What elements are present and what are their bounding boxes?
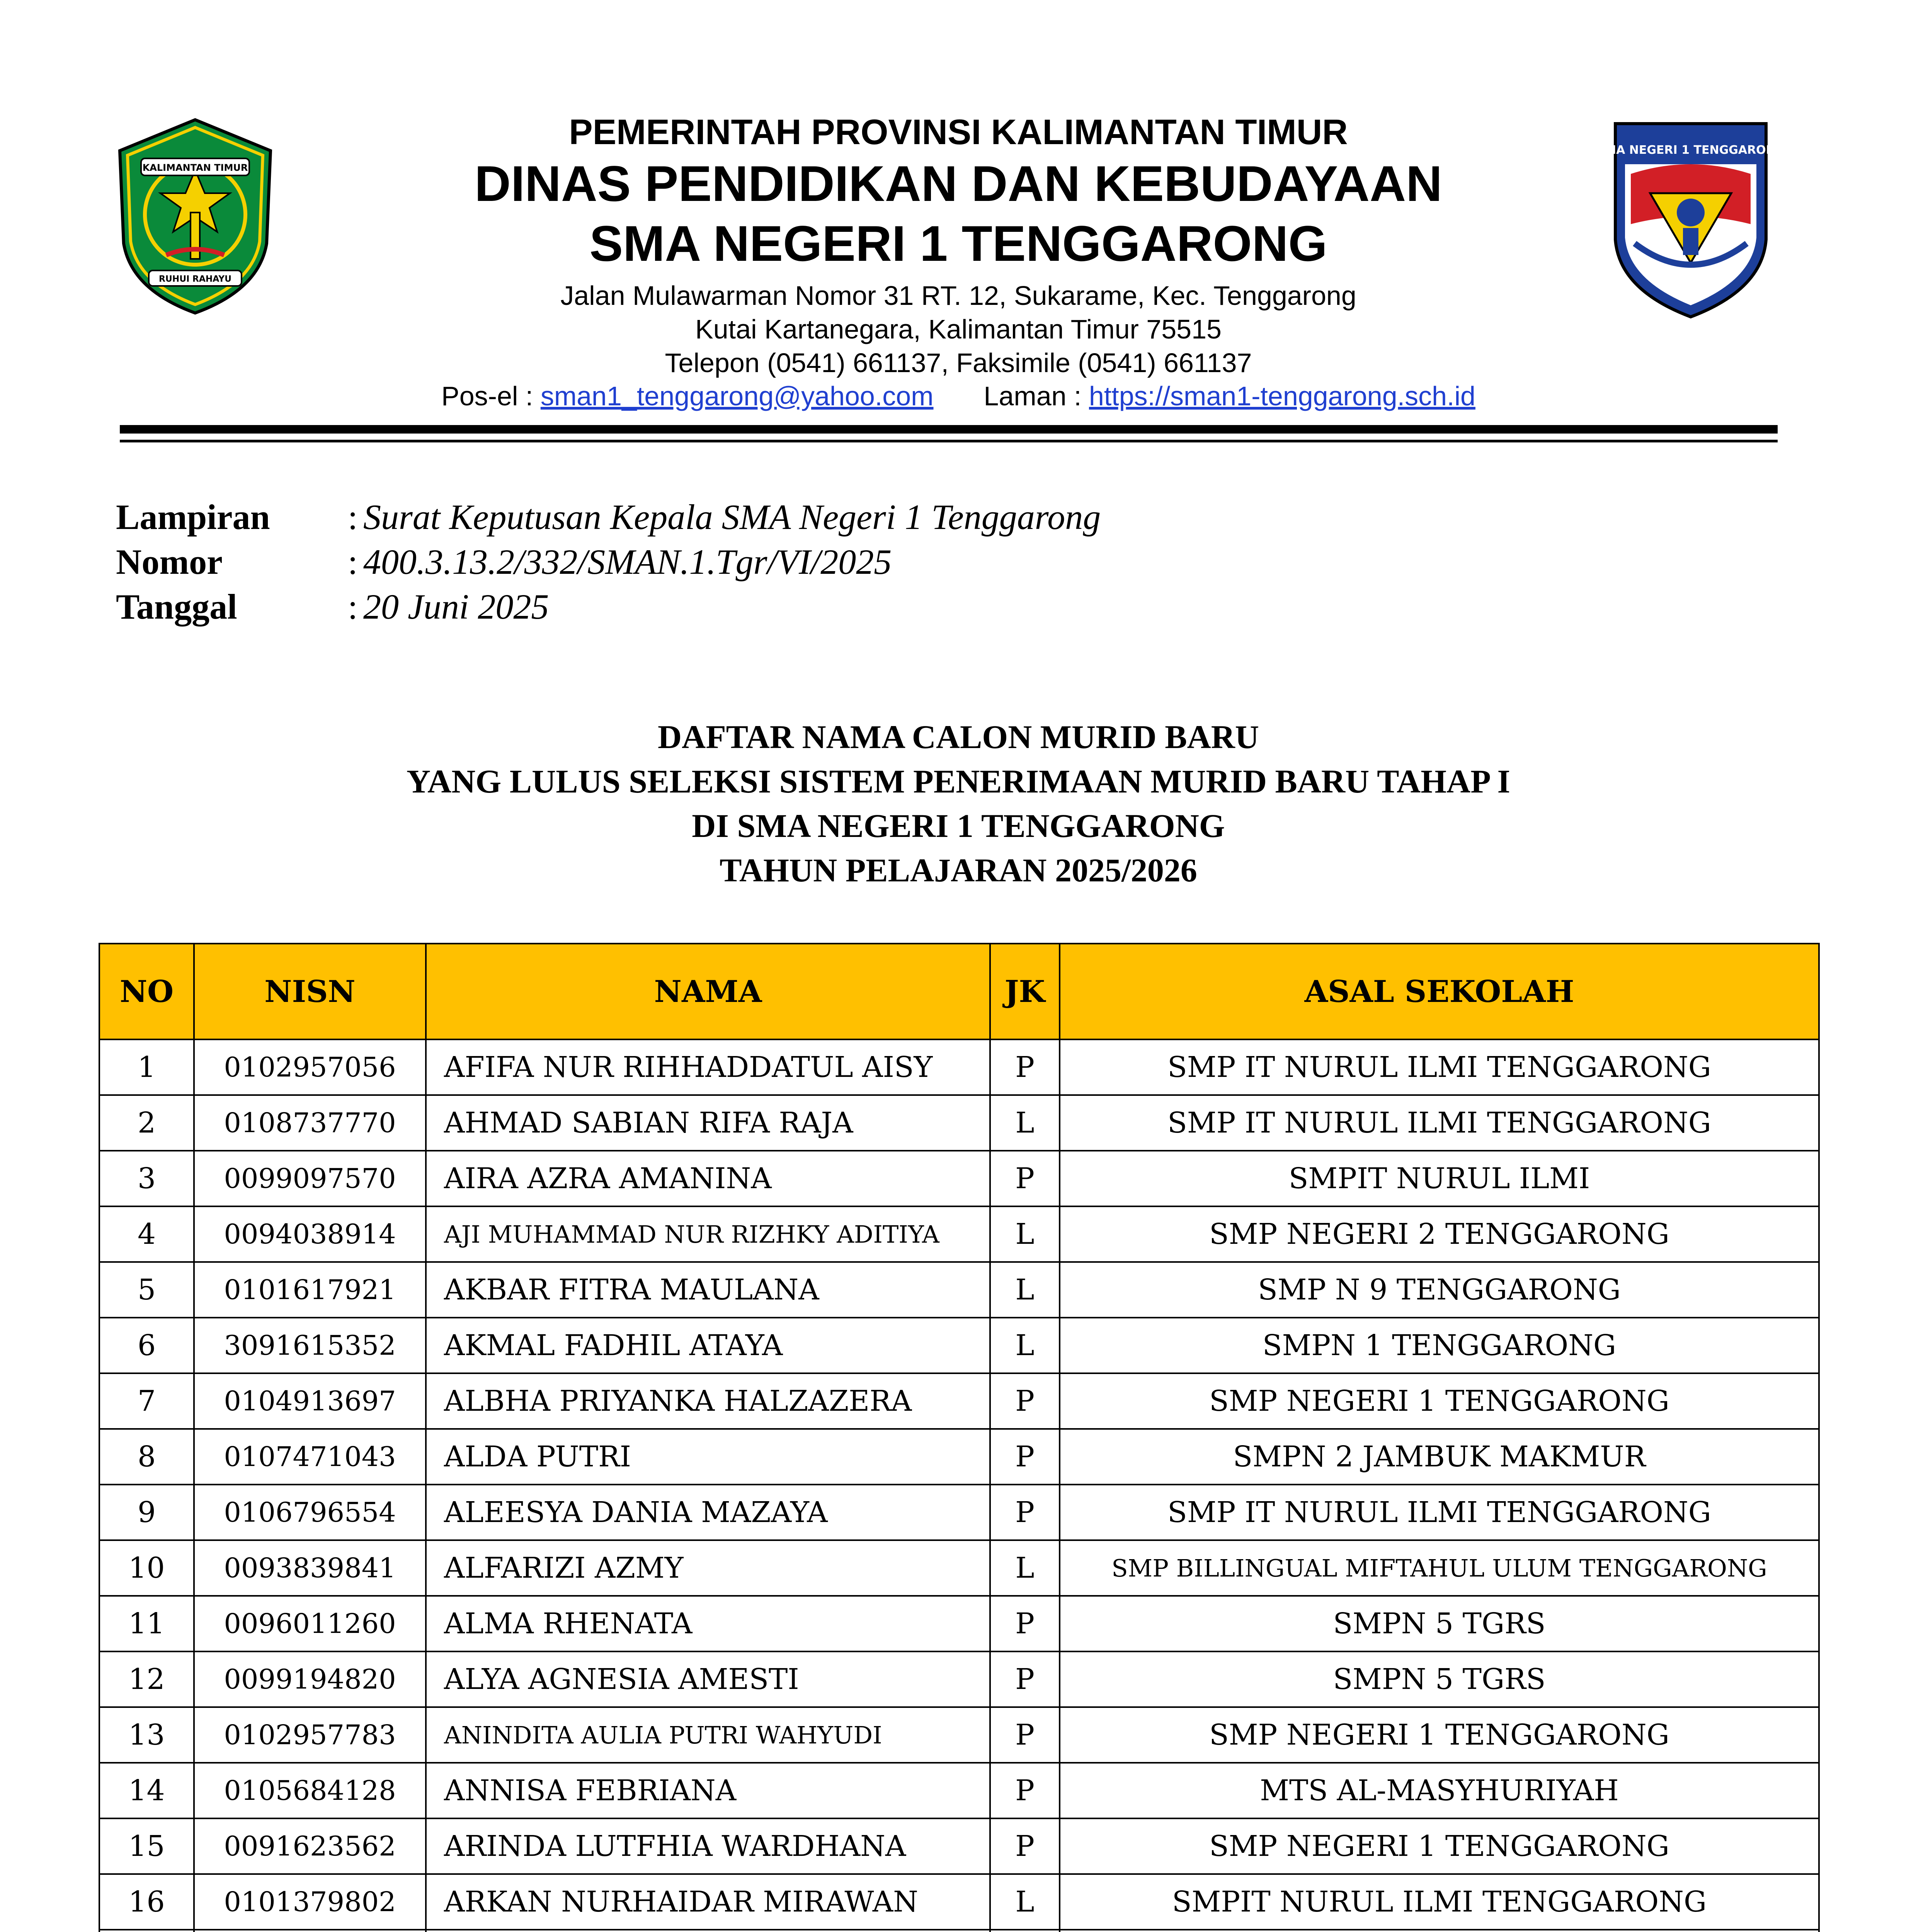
kop-school: SMA NEGERI 1 TENGGARONG	[589, 215, 1327, 272]
cell-asal-sekolah: SMPN 2 JAMBUK MAKMUR	[1060, 1429, 1819, 1485]
cell-nisn: 0101617921	[194, 1262, 426, 1318]
cell-asal-sekolah: SMP IT NURUL ILMI TENGGARONG	[1060, 1485, 1819, 1540]
cell-no: 3	[99, 1151, 194, 1206]
email-label: Pos-el :	[441, 381, 533, 411]
cell-nisn: 0102957056	[194, 1039, 426, 1095]
sma-negeri-1-tenggarong-emblem-icon	[1596, 116, 1785, 321]
letterhead-divider-thin	[120, 440, 1778, 442]
cell-nisn: 0099194820	[194, 1651, 426, 1707]
kop-address-1: Jalan Mulawarman Nomor 31 RT. 12, Sukarame, Kec. Tenggarong	[560, 281, 1356, 311]
cell-jk: P	[990, 1151, 1060, 1206]
cell-nama: AJI MUHAMMAD NUR RIZHKY ADITIYA	[426, 1206, 990, 1262]
header-asal-sekolah: ASAL SEKOLAH	[1060, 944, 1819, 1039]
title-line-2: YANG LULUS SELEKSI SISTEM PENERIMAAN MURID BARU TAHAP I	[406, 763, 1511, 800]
table-row	[99, 1596, 1819, 1651]
cell-nisn: 0099097570	[194, 1151, 426, 1206]
cell-nisn: 0106796554	[194, 1485, 426, 1540]
table-row	[99, 1318, 1819, 1373]
cell-nisn: 0102957783	[194, 1707, 426, 1763]
cell-jk: L	[990, 1874, 1060, 1930]
cell-nama: AHMAD SABIAN RIFA RAJA	[426, 1095, 990, 1151]
lampiran-row	[116, 495, 1101, 539]
cell-no: 16	[99, 1874, 194, 1930]
cell-asal-sekolah: SMPN 5 TGRS	[1060, 1596, 1819, 1651]
crest-text-bottom: RUHUI RAHAYU	[158, 274, 232, 284]
table-row	[99, 1262, 1819, 1318]
header-nama: NAMA	[426, 944, 990, 1039]
cell-nama: ALMA RHENATA	[426, 1596, 990, 1651]
cell-no: 4	[99, 1206, 194, 1262]
cell-jk: P	[990, 1485, 1060, 1540]
cell-asal-sekolah: SMP IT NURUL ILMI TENGGARONG	[1060, 1039, 1819, 1095]
table-row	[99, 1707, 1819, 1763]
attachment-info	[116, 495, 1101, 629]
kop-province: PEMERINTAH PROVINSI KALIMANTAN TIMUR	[569, 112, 1348, 152]
cell-nisn: 0105684128	[194, 1763, 426, 1818]
nomor-row	[116, 539, 1101, 584]
tanggal-colon: :	[348, 587, 358, 626]
cell-asal-sekolah: SMP NEGERI 1 TENGGARONG	[1060, 1373, 1819, 1429]
cell-jk: P	[990, 1373, 1060, 1429]
table-header-row	[99, 944, 1819, 1039]
table-row	[99, 1039, 1819, 1095]
table-row	[99, 1095, 1819, 1151]
email-link[interactable]: sman1_tenggarong@yahoo.com	[540, 381, 934, 411]
cell-asal-sekolah: SMP N 9 TENGGARONG	[1060, 1262, 1819, 1318]
cell-nama: AKBAR FITRA MAULANA	[426, 1262, 990, 1318]
tanggal-value: 20 Juni 2025	[363, 587, 549, 626]
cell-no: 11	[99, 1596, 194, 1651]
cell-nisn: 0101379802	[194, 1874, 426, 1930]
cell-no: 2	[99, 1095, 194, 1151]
cell-asal-sekolah: SMPN 5 TGRS	[1060, 1651, 1819, 1707]
emblem-text: SMA NEGERI 1 TENGGARONG	[1596, 143, 1785, 157]
cell-nama: AKMAL FADHIL ATAYA	[426, 1318, 990, 1373]
kop-address-2: Kutai Kartanegara, Kalimantan Timur 75515	[695, 314, 1222, 344]
cell-jk: L	[990, 1262, 1060, 1318]
lampiran-label: Lampiran	[116, 497, 270, 537]
nomor-value: 400.3.13.2/332/SMAN.1.Tgr/VI/2025	[363, 542, 892, 582]
table-row	[99, 1485, 1819, 1540]
header-no: NO	[99, 944, 194, 1039]
cell-nisn: 0107471043	[194, 1429, 426, 1485]
cell-no: 9	[99, 1485, 194, 1540]
cell-nisn: 0108737770	[194, 1095, 426, 1151]
cell-no: 8	[99, 1429, 194, 1485]
table-row	[99, 1874, 1819, 1930]
kop-phone: Telepon (0541) 661137, Faksimile (0541) 661137	[665, 348, 1252, 378]
title-line-3: DI SMA NEGERI 1 TENGGARONG	[692, 807, 1225, 844]
cell-jk: L	[990, 1206, 1060, 1262]
cell-nama: ALDA PUTRI	[426, 1429, 990, 1485]
cell-nama: AIRA AZRA AMANINA	[426, 1151, 990, 1206]
cell-nisn: 0091623562	[194, 1818, 426, 1874]
tanggal-row	[116, 584, 1101, 629]
header-jk: JK	[990, 944, 1060, 1039]
cell-nama: ALBHA PRIYANKA HALZAZERA	[426, 1373, 990, 1429]
cell-asal-sekolah: SMP NEGERI 2 TENGGARONG	[1060, 1206, 1819, 1262]
cell-jk: P	[990, 1651, 1060, 1707]
table-row	[99, 1651, 1819, 1707]
cell-jk: L	[990, 1540, 1060, 1596]
cell-nama: ALFARIZI AZMY	[426, 1540, 990, 1596]
cell-asal-sekolah	[1060, 1930, 1819, 1932]
cell-nama	[426, 1930, 990, 1932]
table-row	[99, 1763, 1819, 1818]
cell-jk: P	[990, 1707, 1060, 1763]
cell-nisn	[194, 1930, 426, 1932]
table-row	[99, 1540, 1819, 1596]
letterhead-divider-thick	[120, 425, 1778, 434]
cell-no: 7	[99, 1373, 194, 1429]
cell-jk: P	[990, 1763, 1060, 1818]
lampiran-colon: :	[348, 497, 358, 537]
cell-nama: AFIFA NUR RIHHADDATUL AISY	[426, 1039, 990, 1095]
cell-no: 13	[99, 1707, 194, 1763]
website-link[interactable]: https://sman1-tenggarong.sch.id	[1089, 381, 1475, 411]
table-row	[99, 1818, 1819, 1874]
cell-nama: ALYA AGNESIA AMESTI	[426, 1651, 990, 1707]
title-line-1: DAFTAR NAMA CALON MURID BARU	[658, 718, 1259, 755]
cell-nama: ANNISA FEBRIANA	[426, 1763, 990, 1818]
cell-asal-sekolah: SMPN 1 TENGGARONG	[1060, 1318, 1819, 1373]
cell-jk: P	[990, 1818, 1060, 1874]
cell-no: 6	[99, 1318, 194, 1373]
tanggal-label: Tanggal	[116, 587, 237, 626]
cell-nisn: 0104913697	[194, 1373, 426, 1429]
cell-nisn: 0093839841	[194, 1540, 426, 1596]
document-title	[116, 715, 1801, 893]
cell-no: 12	[99, 1651, 194, 1707]
cell-asal-sekolah: SMP IT NURUL ILMI TENGGARONG	[1060, 1095, 1819, 1151]
cell-no: 10	[99, 1540, 194, 1596]
cell-no: 14	[99, 1763, 194, 1818]
table-row	[99, 1151, 1819, 1206]
cell-asal-sekolah: SMP NEGERI 1 TENGGARONG	[1060, 1818, 1819, 1874]
cell-nama: ARKAN NURHAIDAR MIRAWAN	[426, 1874, 990, 1930]
cell-no: 5	[99, 1262, 194, 1318]
title-line-4: TAHUN PELAJARAN 2025/2026	[720, 852, 1197, 889]
website-label: Laman :	[984, 381, 1082, 411]
cell-jk	[990, 1930, 1060, 1932]
cell-asal-sekolah: SMP NEGERI 1 TENGGARONG	[1060, 1707, 1819, 1763]
nomor-label: Nomor	[116, 542, 223, 582]
cell-jk: P	[990, 1429, 1060, 1485]
cell-nama: ARINDA LUTFHIA WARDHANA	[426, 1818, 990, 1874]
cell-jk: P	[990, 1039, 1060, 1095]
cell-nama: ALEESYA DANIA MAZAYA	[426, 1485, 990, 1540]
cell-no	[99, 1930, 194, 1932]
table-row	[99, 1373, 1819, 1429]
nomor-colon: :	[348, 542, 358, 582]
table-row	[99, 1429, 1819, 1485]
student-table	[99, 943, 1820, 1932]
cell-nisn: 3091615352	[194, 1318, 426, 1373]
cell-nisn: 0096011260	[194, 1596, 426, 1651]
cell-nama: ANINDITA AULIA PUTRI WAHYUDI	[426, 1707, 990, 1763]
cell-asal-sekolah: SMPIT NURUL ILMI	[1060, 1151, 1819, 1206]
cell-jk: L	[990, 1318, 1060, 1373]
header-nisn: NISN	[194, 944, 426, 1039]
cell-no: 15	[99, 1818, 194, 1874]
table-row	[99, 1206, 1819, 1262]
cell-asal-sekolah: SMP BILLINGUAL MIFTAHUL ULUM TENGGARONG	[1060, 1540, 1819, 1596]
lampiran-value: Surat Keputusan Kepala SMA Negeri 1 Tenggarong	[363, 497, 1101, 537]
crest-text-top: KALIMANTAN TIMUR	[142, 162, 248, 173]
cell-jk: P	[990, 1596, 1060, 1651]
kop-department: DINAS PENDIDIKAN DAN KEBUDAYAAN	[474, 155, 1443, 212]
table-row	[99, 1930, 1819, 1932]
kalimantan-timur-crest-icon	[112, 116, 278, 317]
cell-asal-sekolah: SMPIT NURUL ILMI TENGGARONG	[1060, 1874, 1819, 1930]
table-body	[99, 1039, 1819, 1932]
cell-jk: L	[990, 1095, 1060, 1151]
kop-contact-line	[348, 381, 1569, 412]
cell-nisn: 0094038914	[194, 1206, 426, 1262]
cell-asal-sekolah: MTS AL-MASYHURIYAH	[1060, 1763, 1819, 1818]
cell-no: 1	[99, 1039, 194, 1095]
